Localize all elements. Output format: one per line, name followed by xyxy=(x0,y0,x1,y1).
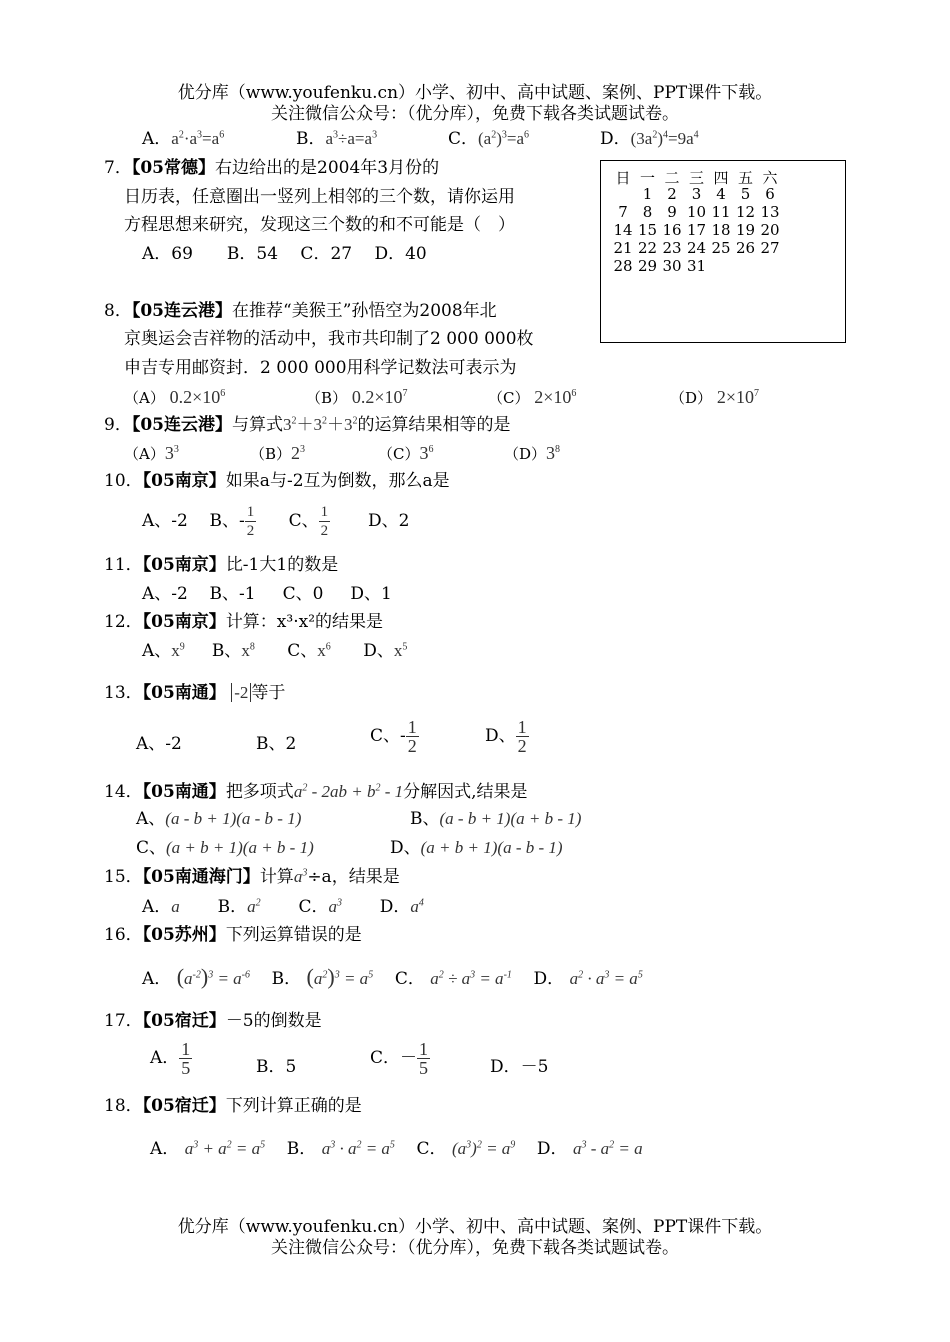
q8-line-3: 申吉专用邮资封．2 000 000用科学记数法可表示为 xyxy=(124,358,517,378)
q10-options: A、-2 B、- $\frac{1}{2}$ C、 $\frac{1}{2}$ D、2 xyxy=(142,504,410,539)
q17-stem: 17．【05宿迁】－5的倒数是 xyxy=(104,1011,322,1031)
calendar-day: 19 xyxy=(735,221,756,239)
calendar-day: 9 xyxy=(667,203,677,221)
calendar-day: 11 xyxy=(711,203,731,221)
q11-stem: 11．【05南京】比-1大1的数是 xyxy=(104,555,339,575)
q9-stem: 9．【05连云港】与算式$3^2+3^2+3^2$的运算结果相等的是 xyxy=(104,415,511,435)
q13-option-c: C、- $\frac{1}{2}$ xyxy=(370,717,417,756)
calendar-day: 30 xyxy=(662,257,682,275)
calendar-day: 16 xyxy=(662,221,682,239)
footer-line-2: 关注微信公众号：（优分库），免费下载各类试题试卷。 xyxy=(271,1238,679,1258)
calendar-day: 2 xyxy=(667,185,677,203)
calendar-day: 22 xyxy=(637,239,658,257)
q15-stem: 15．【05南通海门】计算$a^3\div a$，结果是 xyxy=(104,867,400,887)
calendar-day: 17 xyxy=(686,221,707,239)
calendar-day: 5 xyxy=(740,185,751,203)
calendar-day: 24 xyxy=(686,239,707,257)
calendar-weekday: 六 xyxy=(762,169,778,187)
q7-options: A．69 B．54 C．27 D．40 xyxy=(142,244,427,264)
calendar-day: 31 xyxy=(686,257,707,275)
calendar-day: 25 xyxy=(711,239,731,257)
q13-option-a: A、-2 xyxy=(136,734,182,754)
calendar-day: 4 xyxy=(716,185,726,203)
calendar-weekday: 日 xyxy=(615,169,631,187)
q6-option-d: D．$(3a^2)^4=9a^4$ xyxy=(600,129,699,149)
q9-option-c: $(C)3^6$ xyxy=(378,443,434,463)
q14-option-c: C、(a + b + 1)(a + b - 1) xyxy=(136,838,314,858)
q13-stem: 13．【05南通】 -2 等于 xyxy=(104,683,286,703)
calendar-day: 29 xyxy=(637,257,658,275)
calendar-table xyxy=(600,160,846,343)
calendar-day: 15 xyxy=(637,221,658,239)
header-line-1: 优分库（www.youfenku.cn）小学、初中、高中试题、案例、PPT课件下载。 xyxy=(177,83,773,103)
q7-line-3: 方程思想来研究，发现这三个数的和不可能是（ ） xyxy=(124,215,515,235)
calendar-day: 18 xyxy=(711,221,731,239)
q8-option-c: （C） $2\times 10^6$ xyxy=(488,387,577,407)
calendar-day: 27 xyxy=(760,239,780,257)
calendar-day: 20 xyxy=(760,221,780,239)
q10-stem: 10．【05南京】如果a与-2互为倒数，那么a是 xyxy=(104,471,450,491)
q11-options: A、-2 B、-1 C、0 D、1 xyxy=(142,584,392,604)
calendar-day: 12 xyxy=(735,203,756,221)
calendar-weekday: 四 xyxy=(713,169,729,187)
q6-option-b: B．$a^3\div a=a^3$ xyxy=(296,129,378,149)
q8-option-a: （A） $0.2\times 10^6$ xyxy=(124,387,226,407)
calendar-day: 26 xyxy=(735,239,756,257)
q13-option-d: D、 $\frac{1}{2}$ xyxy=(485,717,527,756)
calendar-day: 3 xyxy=(691,185,702,203)
calendar-weekday: 一 xyxy=(639,169,655,187)
calendar-day: 14 xyxy=(613,221,633,239)
q17-option-a: A． $\frac{1}{5}$ xyxy=(150,1039,191,1078)
calendar-weekday: 三 xyxy=(688,169,704,187)
q14-option-a: A、(a - b + 1)(a - b - 1) xyxy=(136,809,302,829)
q17-option-c: C．－ $\frac{1}{5}$ xyxy=(370,1039,429,1078)
q14-stem: 14．【05南通】把多项式$a^2 - 2ab + b^2 - 1$分解因式,结果是 xyxy=(104,782,528,802)
calendar-day: 23 xyxy=(662,239,682,257)
q9-option-b: $(B)2^3$ xyxy=(250,443,306,463)
q6-option-a: A．$a^2\cdot a^3=a^6$ xyxy=(142,129,225,149)
q16-stem: 16．【05苏州】下列运算错误的是 xyxy=(104,925,362,945)
q12-stem: 12．【05南京】计算：x³·x²的结果是 xyxy=(104,612,384,632)
q9-option-d: $(D)3^8$ xyxy=(504,443,561,463)
q7-line-1: 7．【05常德】右边给出的是2004年3月份的 xyxy=(104,158,440,178)
calendar-day: 21 xyxy=(613,239,633,257)
calendar-day: 7 xyxy=(618,203,628,221)
q9-option-a: $(A)3^3$ xyxy=(124,443,179,463)
calendar-weekday: 二 xyxy=(664,169,680,187)
calendar-day: 13 xyxy=(760,203,780,221)
q8-line-1: 8．【05连云港】在推荐“美猴王”孙悟空为2008年北 xyxy=(104,301,497,321)
q6-option-c: C．$(a^2)^3=a^6$ xyxy=(448,129,530,149)
q13-option-b: B、2 xyxy=(256,734,297,754)
q14-option-d: D、(a + b + 1)(a - b - 1) xyxy=(390,838,563,858)
calendar-weekday: 五 xyxy=(737,169,753,187)
q18-options: A． $a^3 + a^2 = a^5$ B． $a^3 \cdot a^2 = a^5$ C． $(a^3)^2 = a^9$ D． $a^3 - a^2 = a$ xyxy=(150,1139,643,1159)
calendar-day: 8 xyxy=(642,203,653,221)
calendar-day: 6 xyxy=(765,185,775,203)
calendar-day: 28 xyxy=(613,257,633,275)
q8-line-2: 京奥运会吉祥物的活动中，我市共印制了2 000 000枚 xyxy=(124,329,534,349)
q7-line-2: 日历表，任意圈出一竖列上相邻的三个数，请你运用 xyxy=(124,187,515,207)
footer-line-1: 优分库（www.youfenku.cn）小学、初中、高中试题、案例、PPT课件下载。 xyxy=(177,1217,773,1237)
q8-option-d: （D） $2\times 10^7$ xyxy=(670,387,759,407)
calendar-day: 1 xyxy=(642,185,653,203)
q14-option-b: B、(a - b + 1)(a + b - 1) xyxy=(410,809,582,829)
q18-stem: 18．【05宿迁】下列计算正确的是 xyxy=(104,1096,362,1116)
q16-options: A． $(a^{-2})^3 = a^{-6}$ B． $(a^2)^3 = a^5$ C． $a^2 \div a^3 = a^{-1}$ D． $a^2 \cdot a^3 = a^5$ xyxy=(142,964,643,989)
calendar-day: 10 xyxy=(686,203,707,221)
header-line-2: 关注微信公众号：（优分库），免费下载各类试题试卷。 xyxy=(271,104,679,124)
q17-option-b: B．5 xyxy=(256,1057,297,1077)
q17-option-d: D．－5 xyxy=(490,1057,549,1077)
q12-options: A、$x^9$ B、$x^8$ C、$x^6$ D、$x^5$ xyxy=(142,641,408,661)
q15-options: A．a B．$a^2$ C．$a^3$ D．$a^4$ xyxy=(142,897,424,917)
q8-option-b: （B） $0.2\times 10^7$ xyxy=(306,387,408,407)
